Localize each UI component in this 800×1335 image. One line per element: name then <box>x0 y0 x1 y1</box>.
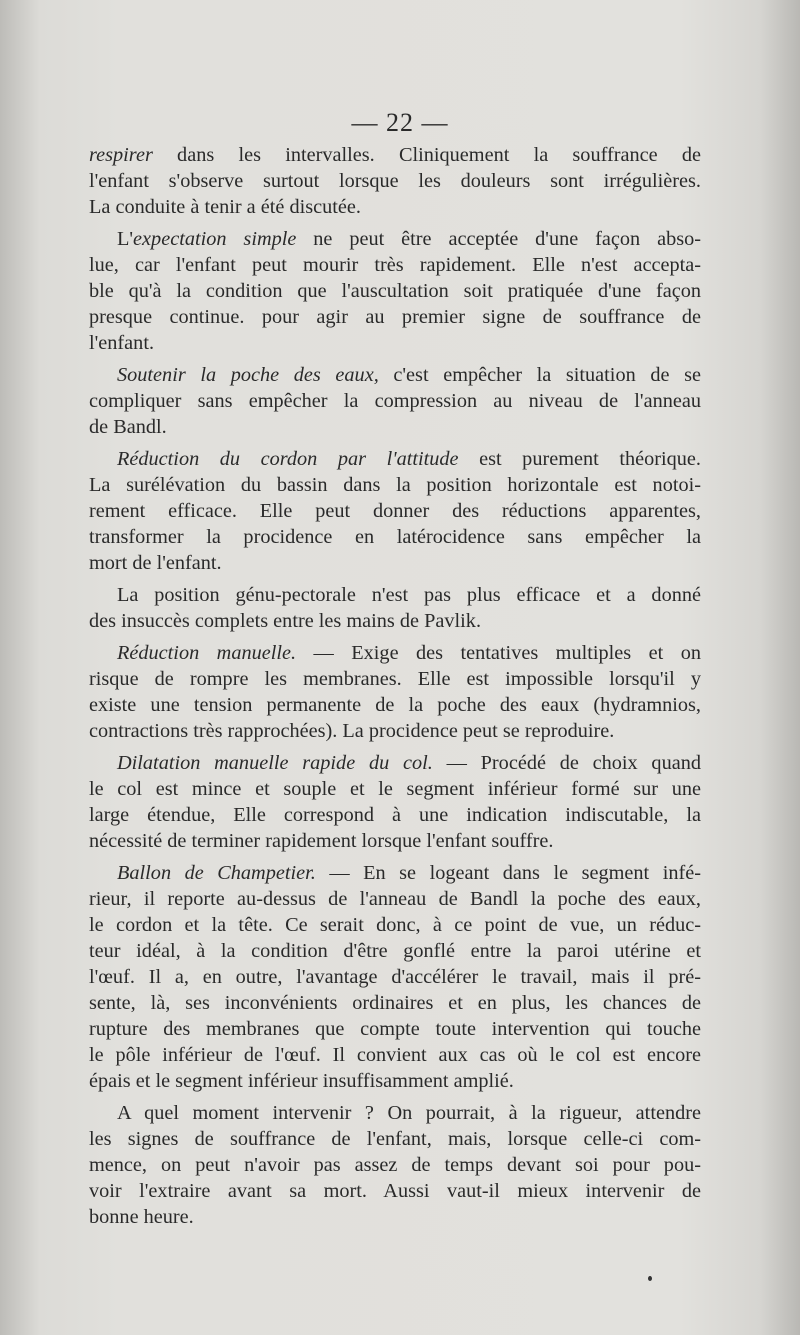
text-line <box>89 802 701 828</box>
text-run: A quel moment intervenir ? On pourrait, à la rigueur, attendre <box>117 1102 701 1124</box>
text-line <box>89 692 701 718</box>
text-line <box>89 1178 701 1204</box>
text-run: mence, on peut n'avoir pas assez de temps devant soi pour pou- <box>89 1154 701 1176</box>
text-run: ble qu'à la condition que l'auscultation soit pratiquée d'une façon <box>89 280 701 302</box>
ink-speck <box>648 1276 652 1281</box>
text-run: l'enfant s'observe surtout lorsque les douleurs sont irrégulières. <box>89 170 701 192</box>
text-line <box>89 640 701 666</box>
body-text <box>89 142 701 1230</box>
text-line <box>89 828 701 854</box>
text-line <box>89 1100 701 1126</box>
text-line <box>89 1126 701 1152</box>
italic-run: Soutenir la poche des eaux, <box>117 364 379 386</box>
paragraph <box>89 582 701 634</box>
text-run: c'est empêcher la situation de se <box>378 364 701 386</box>
text-line <box>89 388 701 414</box>
text-run: le cordon et la tête. Ce serait donc, à ce point de vue, un réduc- <box>89 914 701 936</box>
text-run: transformer la procidence en latérocidence sans empêcher la <box>89 526 701 548</box>
text-run: ne peut être acceptée d'une façon abso- <box>296 228 702 250</box>
text-line <box>89 168 701 194</box>
text-run: mort de l'enfant. <box>89 552 222 574</box>
text-line <box>89 776 701 802</box>
text-run: — Procédé de choix quand <box>432 752 701 774</box>
text-run: contractions très rapprochées). La procidence peut se reproduire. <box>89 720 615 742</box>
text-line <box>89 304 701 330</box>
text-line <box>89 1042 701 1068</box>
text-run: bonne heure. <box>89 1206 194 1228</box>
text-run: — Exige des tentatives multiples et on <box>296 642 701 664</box>
text-run: risque de rompre les membranes. Elle est impossible lorsqu'il y <box>89 668 701 690</box>
text-line <box>89 524 701 550</box>
text-run: rement efficace. Elle peut donner des réductions apparentes, <box>89 500 701 522</box>
text-run: est purement théorique. <box>458 448 701 470</box>
text-line <box>89 194 701 220</box>
paragraph <box>89 142 701 220</box>
text-line <box>89 750 701 776</box>
paragraph <box>89 446 701 576</box>
text-line <box>89 550 701 576</box>
text-run: le col est mince et souple et le segment inférieur formé sur une <box>89 778 701 800</box>
text-run: rupture des membranes que compte toute intervention qui touche <box>89 1018 701 1040</box>
paragraph <box>89 860 701 1094</box>
italic-run: expectation simple <box>133 228 297 250</box>
page-number: — 22 — <box>351 108 449 137</box>
text-run: dans les intervalles. Cliniquement la souffrance de <box>152 144 701 166</box>
text-run: large étendue, Elle correspond à une indication indiscutable, la <box>89 804 701 826</box>
text-run: le pôle inférieur de l'œuf. Il convient aux cas où le col est encore <box>89 1044 701 1066</box>
text-run: — En se logeant dans le segment infé- <box>315 862 701 884</box>
text-line <box>89 718 701 744</box>
italic-run: Dilatation manuelle rapide du col. <box>117 752 433 774</box>
text-run: teur idéal, à la condition d'être gonflé entre la paroi utérine et <box>89 940 701 962</box>
text-run: les signes de souffrance de l'enfant, mais, lorsque celle-ci com- <box>89 1128 701 1150</box>
text-run: nécessité de terminer rapidement lorsque l'enfant souffre. <box>89 830 554 852</box>
italic-run: Réduction manuelle. <box>117 642 297 664</box>
text-run: La position génu-pectorale n'est pas plus efficace et a donné <box>117 584 701 606</box>
text-line <box>89 278 701 304</box>
paragraph <box>89 750 701 854</box>
text-line <box>89 964 701 990</box>
text-run: l'enfant. <box>89 332 155 354</box>
italic-run: Réduction du cordon par l'attitude <box>117 448 459 470</box>
italic-run: respirer <box>89 144 153 166</box>
text-line <box>89 330 701 356</box>
text-run: l'œuf. Il a, en outre, l'avantage d'accélérer le travail, mais il pré- <box>89 966 701 988</box>
text-line <box>89 446 701 472</box>
paragraph <box>89 640 701 744</box>
text-run: rieur, il reporte au-dessus de l'anneau de Bandl la poche des eaux, <box>89 888 701 910</box>
text-line <box>89 472 701 498</box>
text-line <box>89 582 701 608</box>
text-run: existe une tension permanente de la poche des eaux (hydramnios, <box>89 694 701 716</box>
text-line <box>89 362 701 388</box>
paragraph <box>89 226 701 356</box>
text-line <box>89 938 701 964</box>
text-run: des insuccès complets entre les mains de Pavlik. <box>89 610 482 632</box>
text-line <box>89 990 701 1016</box>
text-line <box>89 498 701 524</box>
text-line <box>89 608 701 634</box>
text-run: La surélévation du bassin dans la position horizontale est notoi- <box>89 474 701 496</box>
text-run: L' <box>117 228 134 250</box>
text-line <box>89 226 701 252</box>
text-run: La conduite à tenir a été discutée. <box>89 196 361 218</box>
text-line <box>89 142 701 168</box>
text-run: voir l'extraire avant sa mort. Aussi vaut-il mieux intervenir de <box>89 1180 701 1202</box>
text-run: lue, car l'enfant peut mourir très rapidement. Elle n'est accepta- <box>89 254 701 276</box>
text-run: presque continue. pour agir au premier signe de souffrance de <box>89 306 701 328</box>
text-line <box>89 1016 701 1042</box>
paragraph <box>89 1100 701 1230</box>
text-line <box>89 1068 701 1094</box>
text-run: de Bandl. <box>89 416 167 438</box>
text-line <box>89 886 701 912</box>
text-line <box>89 252 701 278</box>
paragraph <box>89 362 701 440</box>
text-run: compliquer sans empêcher la compression au niveau de l'anneau <box>89 390 701 412</box>
text-run: sente, là, ses inconvénients ordinaires et en plus, les chances de <box>89 992 701 1014</box>
text-line <box>89 666 701 692</box>
text-line <box>89 1204 701 1230</box>
text-line <box>89 414 701 440</box>
text-run: épais et le segment inférieur insuffisamment amplié. <box>89 1070 514 1092</box>
text-line <box>89 912 701 938</box>
text-line <box>89 860 701 886</box>
italic-run: Ballon de Champetier. <box>117 862 316 884</box>
text-line <box>89 1152 701 1178</box>
